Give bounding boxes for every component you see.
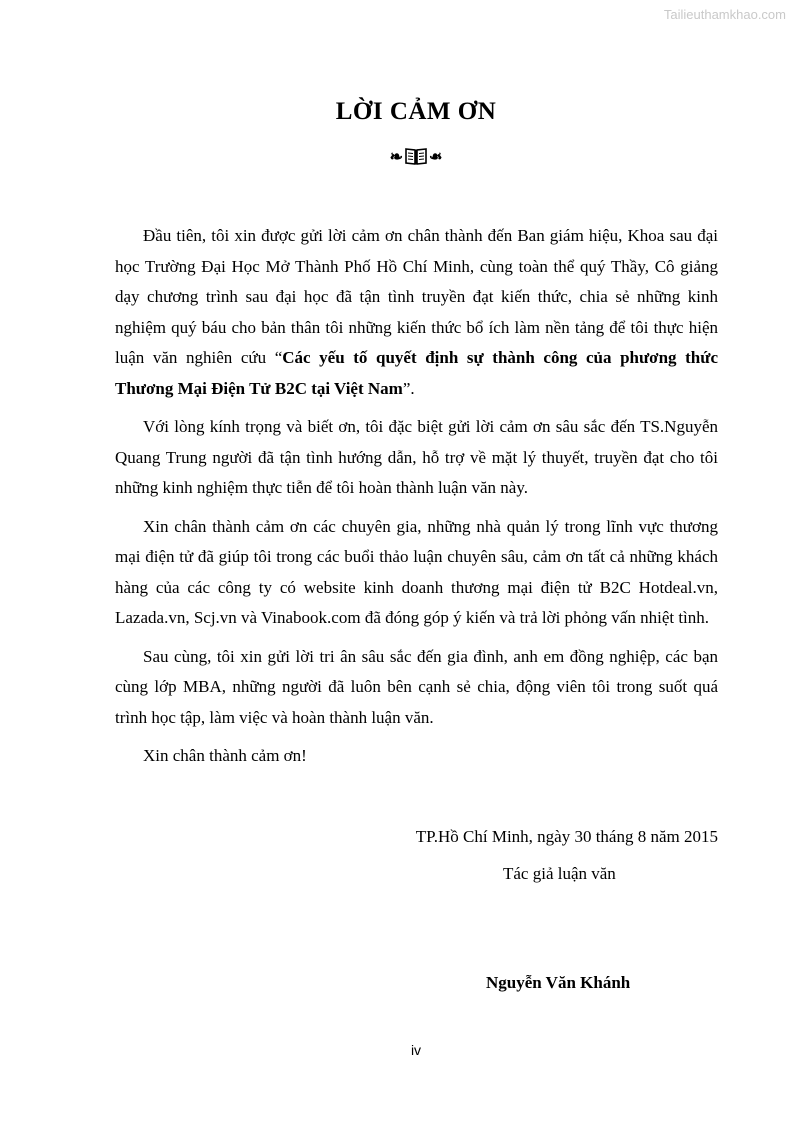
book-icon (404, 146, 428, 170)
author-name: Nguyễn Văn Khánh (486, 973, 631, 992)
paragraph-4: Sau cùng, tôi xin gửi lời tri ân sâu sắc đến gia đình, anh em đồng nghiệp, các bạn cùng lớp MBA, những người đã luôn bên cạnh sẻ chia, động viên tôi trong suốt quá trình học tập, làm việc và hoàn thành luận văn. (115, 646, 718, 727)
thesis-title: Các yếu tố quyết định sự thành công của phương thức Thương Mại Điện Tử B2C tại Việt Nam (115, 348, 719, 398)
date-line: TP.Hồ Chí Minh, ngày 30 tháng 8 năm 2015 (415, 827, 718, 846)
author-role: Tác giả luận văn (503, 864, 616, 883)
paragraph-5: Xin chân thành cảm ơn! (143, 746, 307, 765)
left-swirl-icon: ❧ (389, 149, 403, 166)
page-title: LỜI CẢM ƠN (335, 98, 497, 125)
paragraph-2: Với lòng kính trọng và biết ơn, tôi đặc biệt gửi lời cảm ơn sâu sắc đến TS.Nguyễn Quang Trung người đã tận tình hướng dẫn, hỗ trợ về mặt lý thuyết, truyền đạt cho tôi những kinh nghiệm thực tiễn để tôi hoàn thành luận văn này. (115, 417, 718, 497)
paragraph-1-end: ”. (402, 378, 415, 398)
paragraph-1-text: Đầu tiên, tôi xin được gửi lời cảm ơn chân thành đến Ban giám hiệu, Khoa sau đại học Trường Đại Học Mở Thành Phố Hồ Chí Minh, cùng toàn thể quý Thầy, Cô giảng dạy chương trình sau đại học đã tận tình truyền đạt kiến thức, chia sẻ những kinh nghiệm quý báu cho bản thân tôi những kiến thức bổ ích làm nền tảng để tôi thực hiện luận văn nghiên cứu “ (115, 226, 718, 367)
paragraph-3: Xin chân thành cảm ơn các chuyên gia, những nhà quản lý trong lĩnh vực thương mại điện tử đã giúp tôi trong các buổi thảo luận chuyên sâu, cảm ơn tất cả những khách hàng của các công ty có website kinh doanh thương mại điện tử B2C Hotdeal.vn, Lazada.vn, Scj.vn và Vinabook.com đã đóng góp ý kiến và trả lời phỏng vấn nhiệt tình. (115, 516, 718, 627)
watermark: Tailieuthamkhao.com (663, 7, 786, 22)
paragraph-1 (115, 221, 718, 404)
acknowledgement-body (115, 221, 718, 780)
title-ornament (0, 146, 794, 170)
right-swirl-icon: ❧ (429, 149, 443, 166)
page-number: iv (410, 1042, 422, 1058)
